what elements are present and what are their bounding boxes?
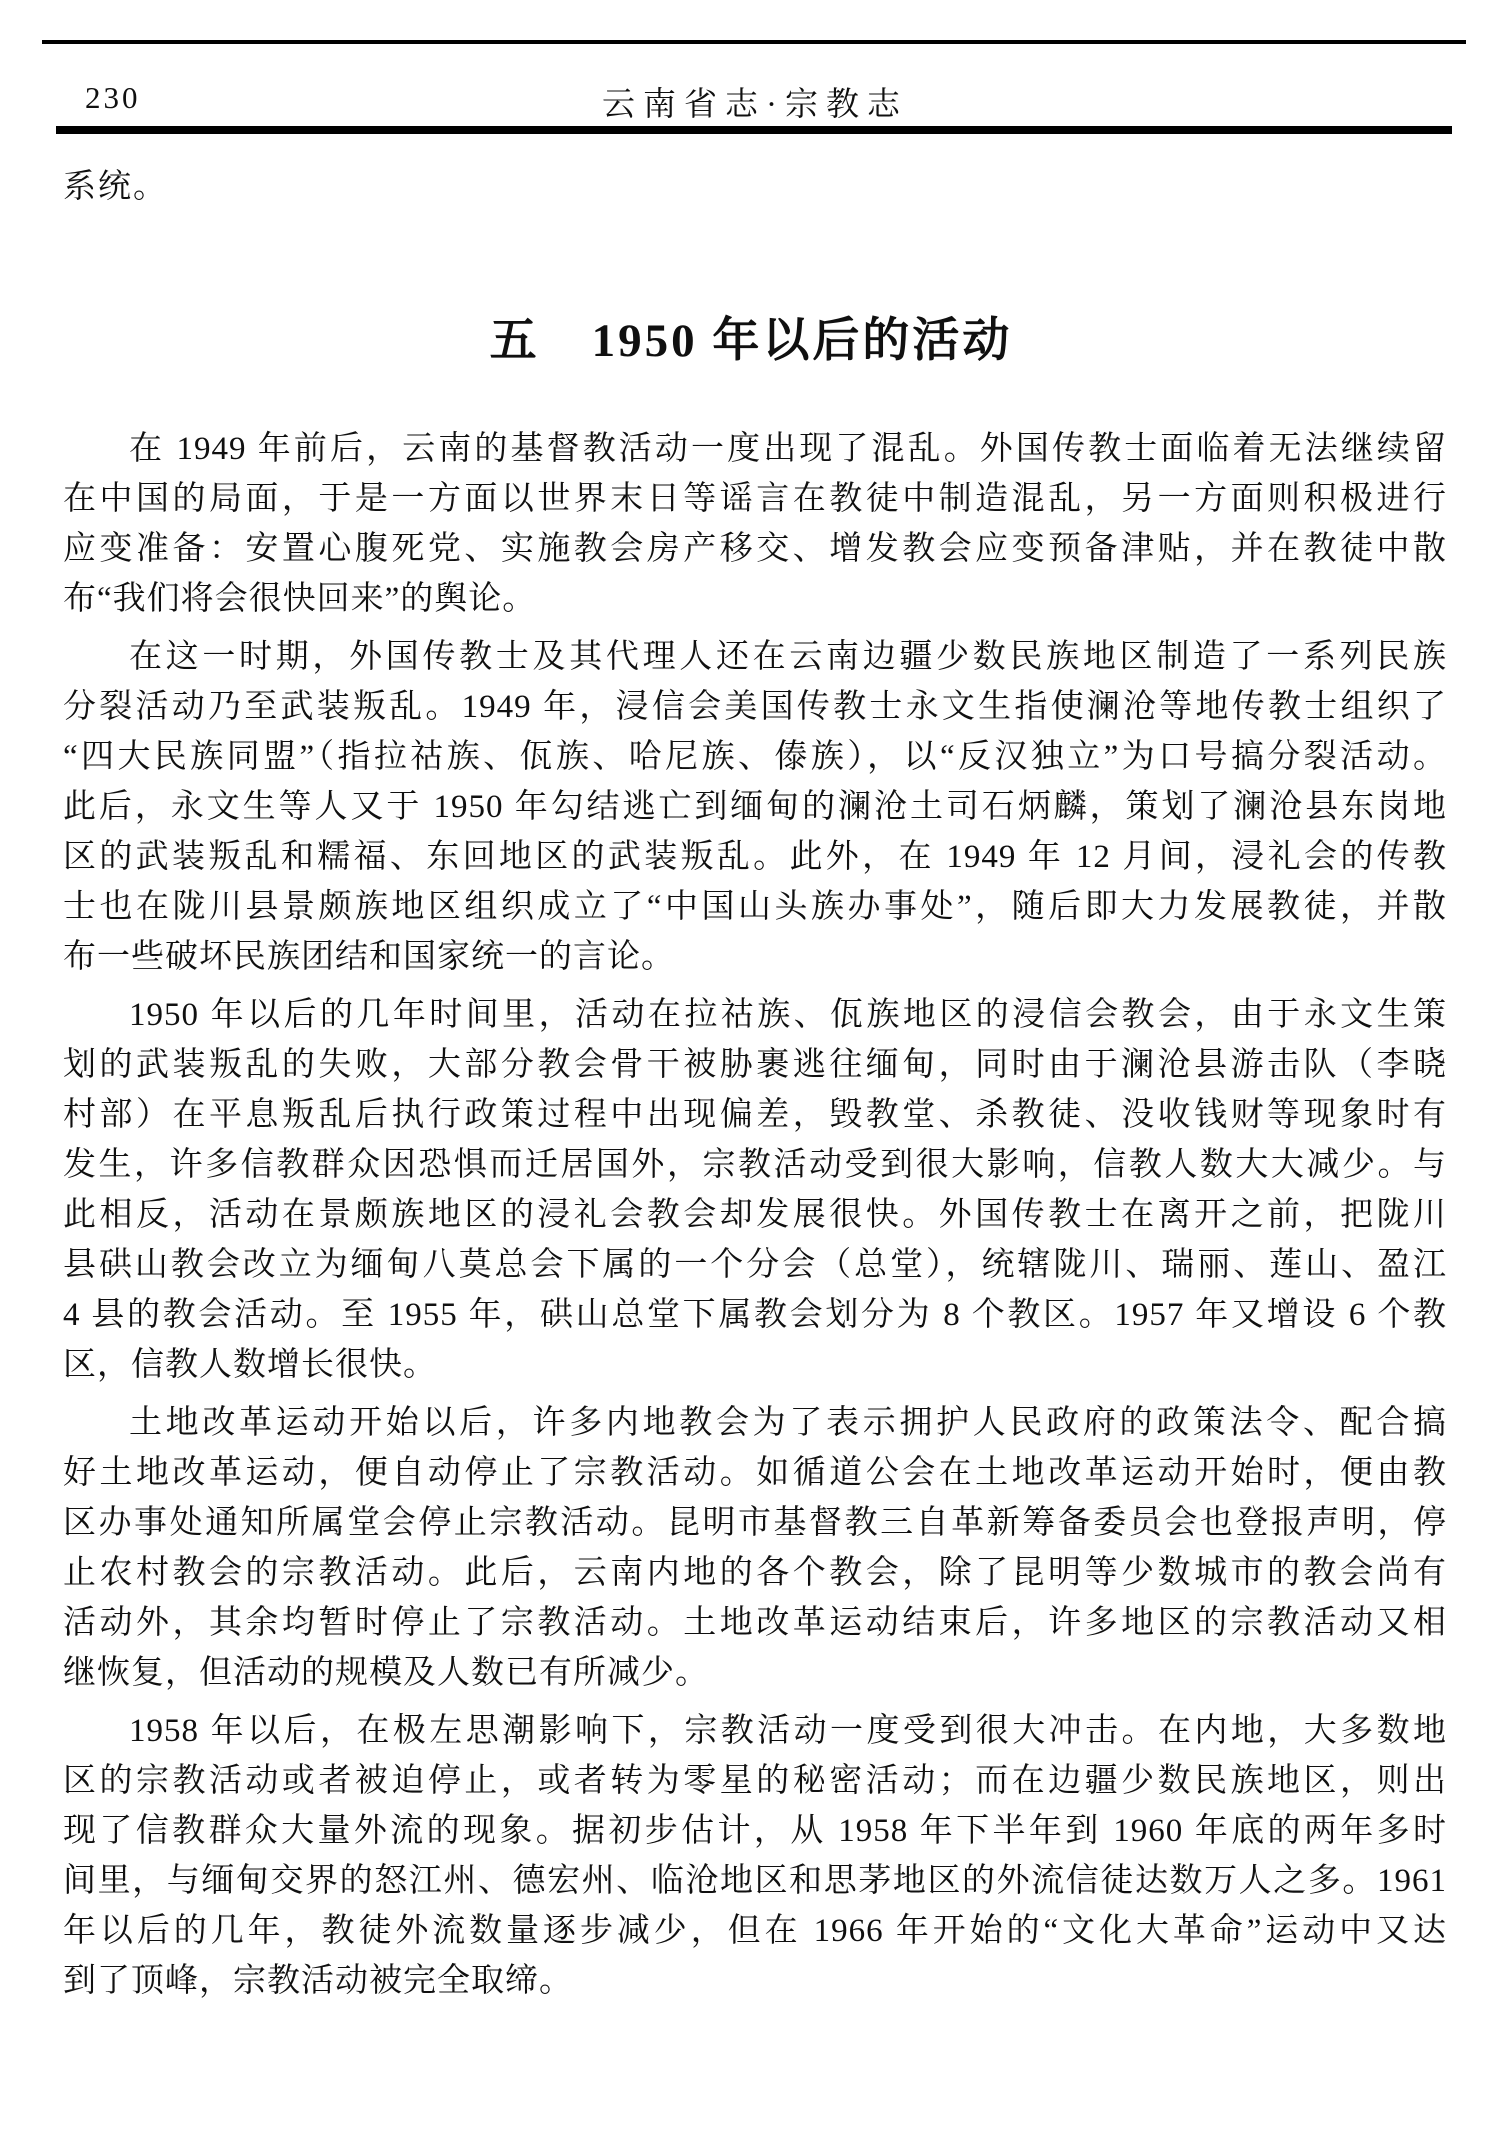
paragraph xyxy=(63,1398,1447,1698)
text-line: 布“我们将会很快回来”的舆论。 xyxy=(63,581,537,617)
text-line: 村部）在平息叛乱后执行政策过程中出现偏差，毁教堂、杀教徒、没收钱财等现象时有 xyxy=(63,1097,1447,1133)
text-line: 1958 年以后，在极左思潮影响下，宗教活动一度受到很大冲击。在内地，大多数地 xyxy=(129,1713,1447,1749)
text-line: 到了顶峰，宗教活动被完全取缔。 xyxy=(63,1963,573,1999)
text-line: 区的宗教活动或者被迫停止，或者转为零星的秘密活动；而在边疆少数民族地区，则出 xyxy=(63,1763,1447,1799)
text-line: 区，信教人数增长很快。 xyxy=(63,1347,437,1383)
text-line: 应变准备：安置心腹死党、实施教会房产移交、增发教会应变预备津贴，并在教徒中散 xyxy=(63,531,1447,567)
text-line: 1950 年以后的几年时间里，活动在拉祜族、佤族地区的浸信会教会，由于永文生策 xyxy=(129,997,1447,1033)
section-number: 五 xyxy=(489,315,540,367)
section-heading xyxy=(0,303,1502,370)
text-line: 布一些破坏民族团结和国家统一的言论。 xyxy=(63,939,675,975)
text-line: 年以后的几年，教徒外流数量逐步减少，但在 1966 年开始的“文化大革命”运动中又达 xyxy=(63,1913,1447,1949)
text-line: 止农村教会的宗教活动。此后，云南内地的各个教会，除了昆明等少数城市的教会尚有 xyxy=(63,1555,1447,1591)
text-line: 4 县的教会活动。至 1955 年，硔山总堂下属教会划分为 8 个教区。1957 年又增设 6 个教 xyxy=(63,1297,1447,1333)
section-title: 1950 年以后的活动 xyxy=(591,315,1013,367)
paragraph xyxy=(63,990,1447,1390)
text-line: 士也在陇川县景颇族地区组织成立了“中国山头族办事处”，随后即大力发展教徒，并散 xyxy=(63,889,1447,925)
text-line: 间里，与缅甸交界的怒江州、德宏州、临沧地区和思茅地区的外流信徒达数万人之多。1961 xyxy=(63,1863,1447,1899)
text-line: 此后，永文生等人又于 1950 年勾结逃亡到缅甸的澜沧土司石炳麟，策划了澜沧县东岗地 xyxy=(63,789,1447,825)
page-header xyxy=(63,78,1447,124)
text-line: “四大民族同盟”（指拉祜族、佤族、哈尼族、傣族），以“反汉独立”为口号搞分裂活动。 xyxy=(63,739,1447,775)
paragraph xyxy=(63,1706,1447,2006)
text-line: 继恢复，但活动的规模及人数已有所减少。 xyxy=(63,1655,709,1691)
text-line: 分裂活动乃至武装叛乱。1949 年，浸信会美国传教士永文生指使澜沧等地传教士组织了 xyxy=(63,689,1447,725)
text-line: 此相反，活动在景颇族地区的浸礼会教会却发展很快。外国传教士在离开之前，把陇川 xyxy=(63,1197,1447,1233)
text-line: 区办事处通知所属堂会停止宗教活动。昆明市基督教三自革新筹备委员会也登报声明，停 xyxy=(63,1505,1447,1541)
page-top-scan-line xyxy=(42,40,1466,44)
text-line: 发生，许多信教群众因恐惧而迁居国外，宗教活动受到很大影响，信教人数大大减少。与 xyxy=(63,1147,1447,1183)
continuation-text: 系统。 xyxy=(63,169,168,205)
running-title: 云南省志·宗教志 xyxy=(602,87,908,123)
paragraph xyxy=(63,632,1447,982)
text-line: 区的武装叛乱和糯福、东回地区的武装叛乱。此外，在 1949 年 12 月间，浸礼会的传教 xyxy=(63,839,1447,875)
page-number: 230 xyxy=(85,80,141,115)
text-line: 好土地改革运动，便自动停止了宗教活动。如循道公会在土地改革运动开始时，便由教 xyxy=(63,1455,1447,1491)
text-line: 现了信教群众大量外流的现象。据初步估计，从 1958 年下半年到 1960 年底的两年多时 xyxy=(63,1813,1447,1849)
text-line: 在 1949 年前后，云南的基督教活动一度出现了混乱。外国传教士面临着无法继续留 xyxy=(129,431,1447,467)
paragraph xyxy=(63,424,1447,624)
text-line: 在这一时期，外国传教士及其代理人还在云南边疆少数民族地区制造了一系列民族 xyxy=(129,639,1447,675)
text-line: 县硔山教会改立为缅甸八莫总会下属的一个分会（总堂），统辖陇川、瑞丽、莲山、盈江 xyxy=(63,1247,1447,1283)
header-rule xyxy=(56,126,1452,134)
text-line: 土地改革运动开始以后，许多内地教会为了表示拥护人民政府的政策法令、配合搞 xyxy=(129,1405,1447,1441)
text-line: 在中国的局面，于是一方面以世界末日等谣言在教徒中制造混乱，另一方面则积极进行 xyxy=(63,481,1447,517)
body-paragraphs xyxy=(63,424,1447,2014)
text-line: 划的武装叛乱的失败，大部分教会骨干被胁裹逃往缅甸，同时由于澜沧县游击队（李晓 xyxy=(63,1047,1447,1083)
text-line: 活动外，其余均暂时停止了宗教活动。土地改革运动结束后，许多地区的宗教活动又相 xyxy=(63,1605,1447,1641)
